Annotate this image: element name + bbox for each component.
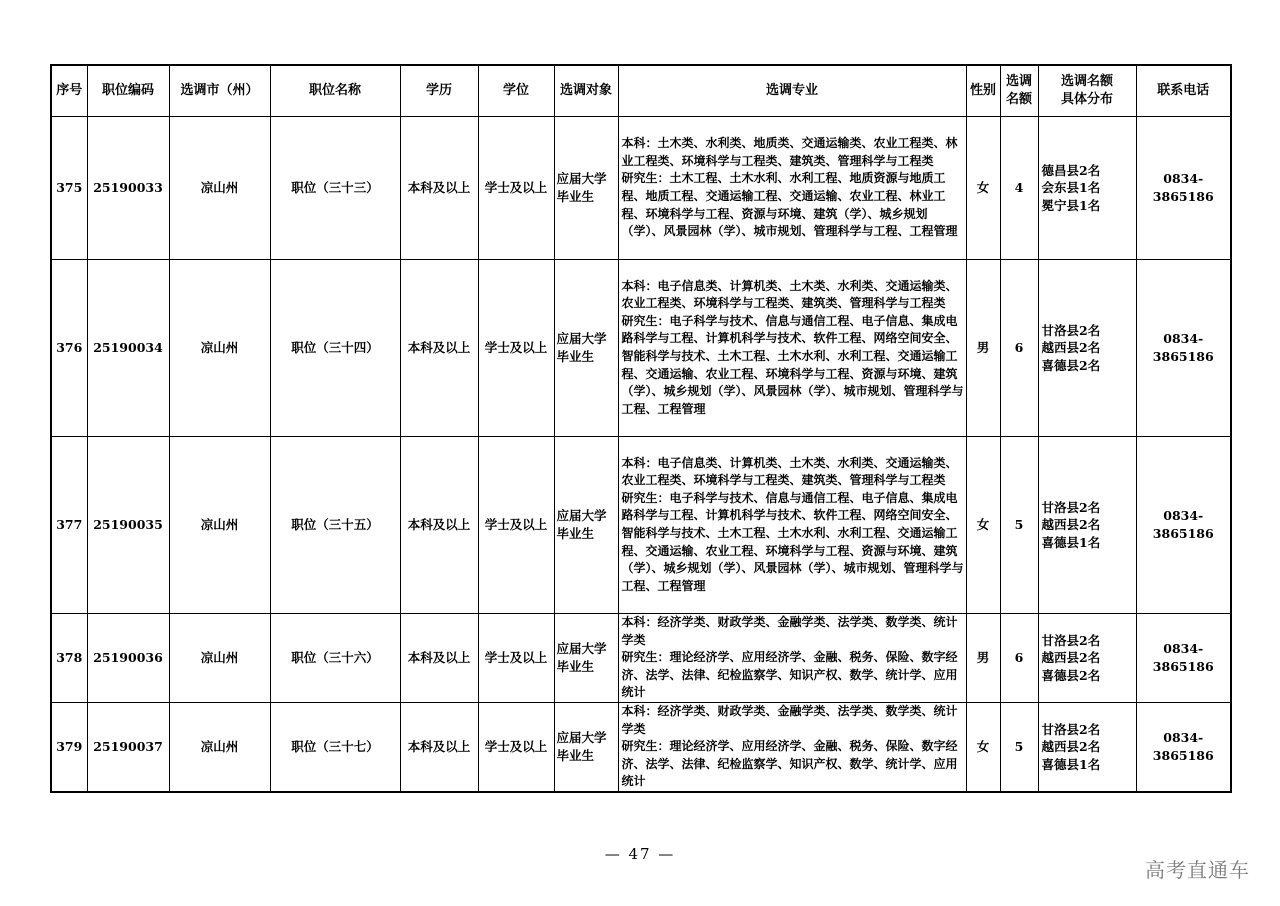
watermark-text: 高考直通车 bbox=[1145, 858, 1250, 882]
positions-table bbox=[50, 64, 1232, 793]
cell-name: 职位（三十三） bbox=[270, 117, 400, 260]
cell-degree: 学士及以上 bbox=[478, 702, 554, 791]
table-row bbox=[51, 260, 1231, 437]
table-row bbox=[51, 614, 1231, 703]
cell-name: 职位（三十六） bbox=[270, 614, 400, 703]
cell-major: 本科：土木类、水利类、地质类、交通运输类、农业工程类、林业工程类、环境科学与工程类、建筑类、管理科学与工程类 研究生：土木工程、土木水利、水利工程、地质资源与地质工程、地质工程、交通运输工程、交通运输、农业工程、林业工程、环境科学与工程、资源与环境、建筑（学）、城乡规划（学）、风景园林（学）、城市规划、管理科学与工程、工程管理 bbox=[618, 117, 966, 260]
cell-education: 本科及以上 bbox=[400, 702, 478, 791]
header-quota: 选调 名额 bbox=[1000, 65, 1038, 117]
cell-seq: 375 bbox=[51, 117, 87, 260]
header-seq: 序号 bbox=[51, 65, 87, 117]
header-phone: 联系电话 bbox=[1136, 65, 1231, 117]
cell-code: 25190036 bbox=[87, 614, 169, 703]
cell-code: 25190034 bbox=[87, 260, 169, 437]
cell-name: 职位（三十四） bbox=[270, 260, 400, 437]
header-major: 选调专业 bbox=[618, 65, 966, 117]
cell-quota: 5 bbox=[1000, 437, 1038, 614]
cell-gender: 男 bbox=[966, 260, 1000, 437]
positions-sheet bbox=[50, 64, 1230, 793]
cell-quota: 6 bbox=[1000, 260, 1038, 437]
table-row bbox=[51, 702, 1231, 791]
cell-distribution: 甘洛县2名 越西县2名 喜德县2名 bbox=[1038, 614, 1136, 703]
header-name: 职位名称 bbox=[270, 65, 400, 117]
cell-major: 本科：经济学类、财政学类、金融学类、法学类、数学类、统计学类 研究生：理论经济学、应用经济学、金融、税务、保险、数字经济、法学、法律、纪检监察学、知识产权、数学、统计学、应用统计 bbox=[618, 702, 966, 791]
cell-degree: 学士及以上 bbox=[478, 437, 554, 614]
header-education: 学历 bbox=[400, 65, 478, 117]
cell-distribution: 德昌县2名 会东县1名 冕宁县1名 bbox=[1038, 117, 1136, 260]
cell-seq: 378 bbox=[51, 614, 87, 703]
cell-gender: 女 bbox=[966, 702, 1000, 791]
cell-seq: 376 bbox=[51, 260, 87, 437]
cell-major: 本科：经济学类、财政学类、金融学类、法学类、数学类、统计学类 研究生：理论经济学、应用经济学、金融、税务、保险、数字经济、法学、法律、纪检监察学、知识产权、数学、统计学、应用统计 bbox=[618, 614, 966, 703]
cell-city: 凉山州 bbox=[169, 702, 270, 791]
cell-gender: 男 bbox=[966, 614, 1000, 703]
cell-code: 25190037 bbox=[87, 702, 169, 791]
cell-degree: 学士及以上 bbox=[478, 260, 554, 437]
cell-seq: 379 bbox=[51, 702, 87, 791]
cell-degree: 学士及以上 bbox=[478, 614, 554, 703]
header-city: 选调市（州） bbox=[169, 65, 270, 117]
cell-target: 应届大学 毕业生 bbox=[554, 702, 618, 791]
cell-gender: 女 bbox=[966, 117, 1000, 260]
cell-city: 凉山州 bbox=[169, 614, 270, 703]
table-row bbox=[51, 117, 1231, 260]
cell-phone: 0834-3865186 bbox=[1136, 260, 1231, 437]
cell-major: 本科：电子信息类、计算机类、土木类、水利类、交通运输类、农业工程类、环境科学与工程类、建筑类、管理科学与工程类 研究生：电子科学与技术、信息与通信工程、电子信息、集成电路科学与工程、计算机科学与技术、软件工程、网络空间安全、智能科学与技术、土木工程、土木水利、水利工程、交通运输工程、交通运输、农业工程、环境科学与工程、资源与环境、建筑（学）、城乡规划（学）、风景园林（学）、城市规划、管理科学与工程、工程管理 bbox=[618, 260, 966, 437]
cell-phone: 0834-3865186 bbox=[1136, 614, 1231, 703]
table-row bbox=[51, 437, 1231, 614]
cell-city: 凉山州 bbox=[169, 260, 270, 437]
cell-quota: 5 bbox=[1000, 702, 1038, 791]
cell-phone: 0834-3865186 bbox=[1136, 117, 1231, 260]
cell-quota: 4 bbox=[1000, 117, 1038, 260]
cell-code: 25190035 bbox=[87, 437, 169, 614]
cell-city: 凉山州 bbox=[169, 117, 270, 260]
cell-target: 应届大学 毕业生 bbox=[554, 614, 618, 703]
cell-gender: 女 bbox=[966, 437, 1000, 614]
page-number: — 47 — bbox=[604, 845, 676, 863]
cell-education: 本科及以上 bbox=[400, 117, 478, 260]
header-gender: 性别 bbox=[966, 65, 1000, 117]
table-header-row bbox=[51, 65, 1231, 117]
cell-target: 应届大学 毕业生 bbox=[554, 437, 618, 614]
cell-quota: 6 bbox=[1000, 614, 1038, 703]
cell-name: 职位（三十七） bbox=[270, 702, 400, 791]
header-degree: 学位 bbox=[478, 65, 554, 117]
cell-target: 应届大学 毕业生 bbox=[554, 260, 618, 437]
cell-education: 本科及以上 bbox=[400, 614, 478, 703]
cell-code: 25190033 bbox=[87, 117, 169, 260]
cell-phone: 0834-3865186 bbox=[1136, 437, 1231, 614]
cell-education: 本科及以上 bbox=[400, 260, 478, 437]
cell-seq: 377 bbox=[51, 437, 87, 614]
cell-education: 本科及以上 bbox=[400, 437, 478, 614]
cell-degree: 学士及以上 bbox=[478, 117, 554, 260]
cell-distribution: 甘洛县2名 越西县2名 喜德县1名 bbox=[1038, 702, 1136, 791]
cell-target: 应届大学 毕业生 bbox=[554, 117, 618, 260]
header-code: 职位编码 bbox=[87, 65, 169, 117]
cell-phone: 0834-3865186 bbox=[1136, 702, 1231, 791]
cell-major: 本科：电子信息类、计算机类、土木类、水利类、交通运输类、农业工程类、环境科学与工程类、建筑类、管理科学与工程类 研究生：电子科学与技术、信息与通信工程、电子信息、集成电路科学与工程、计算机科学与技术、软件工程、网络空间安全、智能科学与技术、土木工程、土木水利、水利工程、交通运输工程、交通运输、农业工程、环境科学与工程、资源与环境、建筑（学）、城乡规划（学）、风景园林（学）、城市规划、管理科学与工程、工程管理 bbox=[618, 437, 966, 614]
cell-name: 职位（三十五） bbox=[270, 437, 400, 614]
cell-distribution: 甘洛县2名 越西县2名 喜德县2名 bbox=[1038, 260, 1136, 437]
header-distribution: 选调名额 具体分布 bbox=[1038, 65, 1136, 117]
header-target: 选调对象 bbox=[554, 65, 618, 117]
cell-distribution: 甘洛县2名 越西县2名 喜德县1名 bbox=[1038, 437, 1136, 614]
cell-city: 凉山州 bbox=[169, 437, 270, 614]
